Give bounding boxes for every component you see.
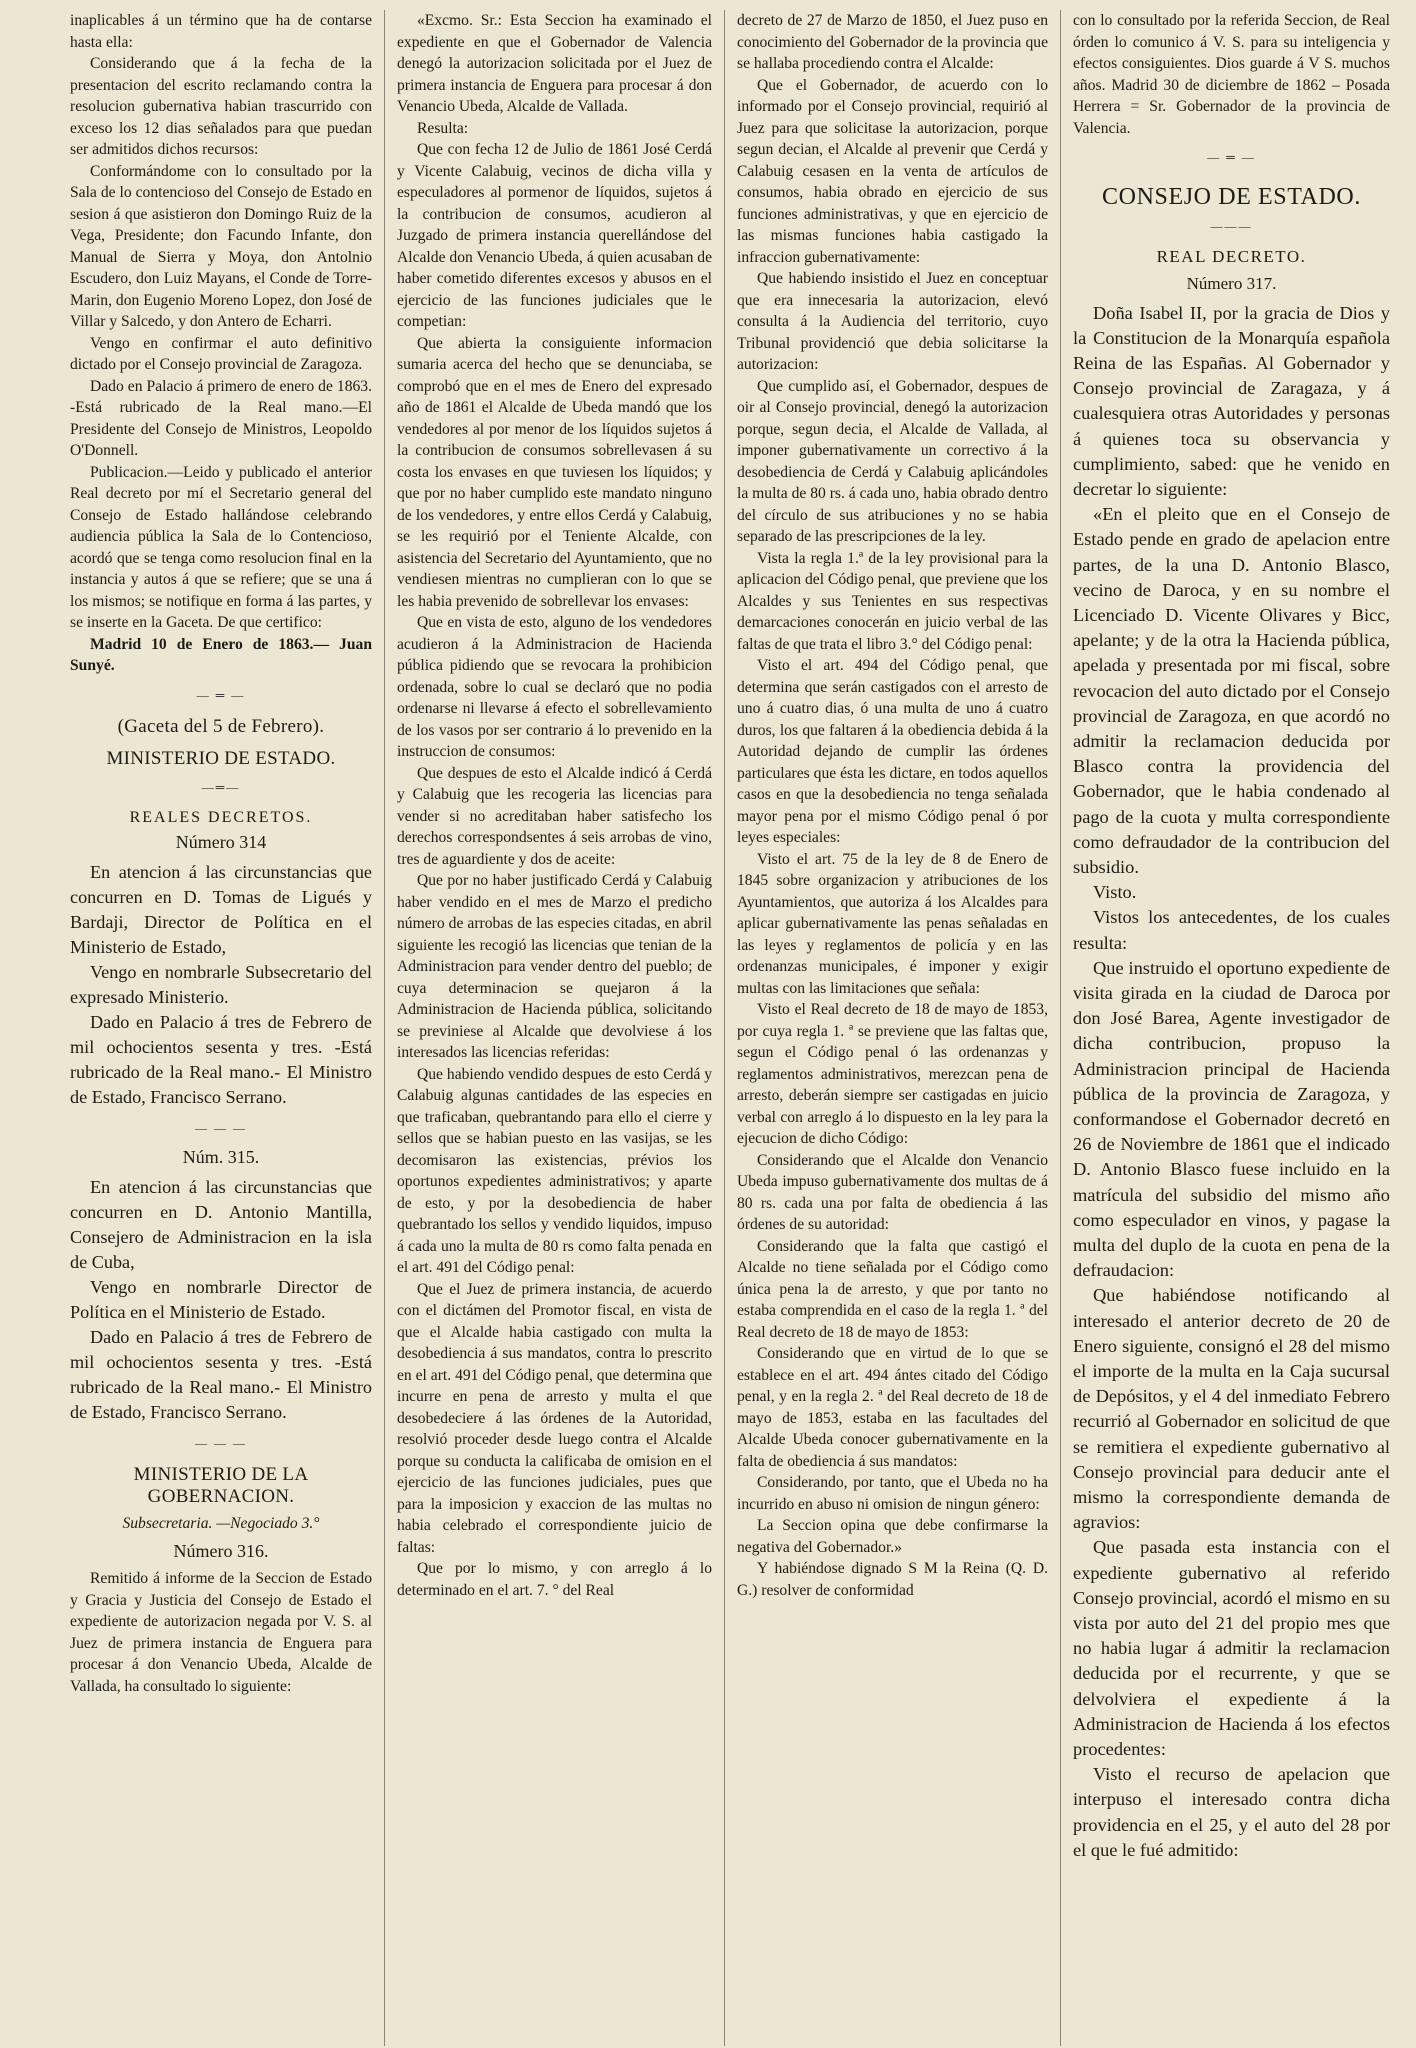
paragraph: Que el Juez de primera instancia, de acuerdo con el dictámen del Promotor fiscal, en vista de que el Alcalde habia castigado con multa la desobediencia á sus mandatos, contra lo prescrito en el art. 491 del Código penal, que determina que incurre en pena de arresto y multa el que desobedeciere á las órdenes de la Autoridad, resolvió proceder desde luego contra el Alcalde porque su conducta la calificaba de omision en el ejercicio de las funciones judiciales, pues que para la imposicion y exaccion de las multas no habia celebrado el correspondiente juicio de faltas:: [397, 1280, 712, 1556]
gaceta-date: (Gaceta del 5 de Febrero).: [117, 716, 325, 737]
paragraph: Que con fecha 12 de Julio de 1861 José Cerdá y Vicente Calabuig, vecinos de dicha villa y especuladores al pormenor de líquidos, sujetos á la contribucion de consumos, acudieron al Juzgado de primera instancia querellándose del Alcalde don Venancio Ubeda, á quien acusaban de haber cometido diferentes excesos y abusos en el ejercicio de las funciones judiciales que le competian:: [397, 141, 712, 330]
paragraph: Que habiéndose notificando al interesado el anterior decreto de 20 de Enero siguiente, consignó el 28 del mismo el importe de la multa en la Caja sucursal de Depósitos, y el 4 del inmediato Febrero recurrió al Gobernador en solicitud de que se remitiera el expediente gubernativo al Consejo provincial para deducir ante el mismo la correspondiente demanda de agravios:: [1073, 1285, 1390, 1533]
paragraph: Considerando, por tanto, que el Ubeda no ha incurrido en abuso ni omision de ningun género:: [737, 1474, 1048, 1513]
paragraph: Que instruido el oportuno expediente de visita girada en la ciudad de Daroca por don José Barea, Agente investigador de dicha contribucion, propuso la Administracion principal de Hacienda pública de la provincia de Zaragoza, y conformandose el Gobernador decretó en 26 de Noviembre de 1861 que el indicado D. Antonio Blasco fuese incluido en la matrícula del subsidio del mismo año como especulador en vinos, y pagase la multa del duplo de la cuota en pena de la defraudacion:: [1073, 957, 1390, 1281]
separator: ———: [1210, 219, 1253, 233]
paragraph: Publicacion.—Leido y publicado el anterior Real decreto por mí el Secretario general del Consejo de Estado hallándose celebrando audiencia pública la Sala de lo Contencioso, acordó que se tenga como resolucion final en la instancia y autos á que se refiere; que se una á los mismos; se notifique en forma á las partes, y se inserte en la Gaceta. De que certifico:: [70, 463, 372, 631]
paragraph: Que habiendo insistido el Juez en conceptuar que era innecesaria la autorizacion, elevó consulta á la Audiencia del territorio, cuyo Tribunal providenció que debia solicitarse la autorizacion:: [737, 270, 1048, 373]
column-3: [724, 10, 1060, 2046]
paragraph: Remitido á informe de la Seccion de Estado y Gracia y Justicia del Consejo de Estado el expediente de autorizacion negada por V. S. al Juez de primera instancia de Enguera para procesar á don Venancio Ubeda, Alcalde de Vallada, ha consultado lo siguiente:: [70, 1570, 372, 1695]
paragraph: Considerando que la falta que castigó el Alcalde no tiene señalada por el Código como única pena la de arresto, y que por tanto no estaba comprendida en el caso de la regla 1. ª del Real decreto de 18 de mayo de 1853:: [737, 1237, 1048, 1341]
paragraph: Que por lo mismo, y con arreglo á lo determinado en el art. 7. ° del Real: [397, 1560, 712, 1599]
paragraph: En atencion á las circunstancias que concurren en D. Tomas de Ligués y Bardaji, Director de Política en el Ministerio de Estado,: [70, 861, 372, 957]
paragraph: Dado en Palacio á tres de Febrero de mil ochocientos sesenta y tres. -Está rubricado de la Real mano.- El Ministro de Estado, Francisco Serrano.: [70, 1326, 372, 1422]
paragraph: Que habiendo vendido despues de esto Cerdá y Calabuig algunas cantidades de las especies en que traficaban, quebrantando para ello el cierre y sellos que se habian puesto en las vasijas, se les decomisaron las existencias, prévios los oportunos expedientes administrativos; y aparte de esto, y por la desobediencia de haber quebrantado los sellos y vendido liquidos, impuso á cada uno la multa de 80 rs como falta penada en el art. 491 del Código penal:: [397, 1065, 712, 1276]
signature-line: Madrid 10 de Enero de 1863.— Juan Sunyé.: [70, 635, 372, 674]
decree-number: Número 316.: [173, 1540, 269, 1561]
paragraph: Visto.: [1093, 882, 1137, 903]
decree-317-body: [1073, 301, 1390, 1864]
column-1: [58, 10, 384, 2046]
paragraph: Y habiéndose dignado S M la Reina (Q. D. G.) resolver de conformidad: [737, 1560, 1048, 1599]
column-2: [384, 10, 724, 2046]
paragraph: Que el Gobernador, de acuerdo con lo informado por el Consejo provincial, requirió al Juez para que solicitase la autorizacion, porque segun decian, el Alcalde al prevenir que Cerdá y Calabuig cesasen en la venta de artículos de consumos, habia obrado en ejercicio de sus funciones administrativas, y que en ejercicio de las mismas funciones habia castigado la infraccion gubernativamente:: [737, 76, 1048, 266]
paragraph: Que cumplido así, el Gobernador, despues de oir al Consejo provincial, denegó la autorizacion porque, segun decia, el Alcalde de Vallada, al imponer gubernativamente un correctivo á la desobediencia de Cerdá y Calabuig aplicándoles la multa de 80 rs. á cada uno, habia obrado dentro del círculo de sus atribuciones y no se habia separado de las prescripciones de la ley.: [737, 377, 1048, 545]
decree-315-body: [70, 1175, 372, 1425]
decree-number: Número 317.: [1186, 274, 1277, 293]
subsection-heading: REAL DECRETO.: [1156, 246, 1307, 266]
separator: — ═ —: [1207, 150, 1256, 164]
separator: — ═ —: [196, 687, 246, 702]
section-heading: MINISTERIO DE LA GOBERNACION.: [133, 1464, 309, 1507]
decree-number: Núm. 315.: [182, 1147, 260, 1167]
paragraph: Que en vista de esto, alguno de los vendedores acudieron á la Administracion de Hacienda pública pidiendo que se revocara la prohibicion ordenada, sobre lo cual se declaró que no podia ordenarse ni llevarse á efecto el sobrellevamiento de los vasos por ser contrario á lo prevenido en la instruccion de consumos:: [397, 614, 712, 760]
section-heading: MINISTERIO DE ESTADO.: [106, 747, 336, 769]
paragraph: Que abierta la consiguiente informacion sumaria acerca del hecho que se denunciaba, se comprobó que en el mes de Enero del expresado año de 1861 el Alcalde de Ubeda mandó que los vendedores al por menor de los líquidos sujetos á la contribucion de consumos sobrellevasen á su costa los envases en que tuviesen los líquidos; y que por no haber cumplido este mandato ninguno de los vendedores, y entre ellos Cerdá y Calabuig, se les requirió por el Teniente Alcalde, con asistencia del Secretario del Ayuntamiento, que no vendiesen mientras no cumplieran con lo que se les habia prevenido de sobrellevar los envases:: [397, 334, 712, 610]
paragraph: decreto de 27 de Marzo de 1850, el Juez puso en conocimiento del Gobernador de la provincia que se hallaba procediendo contra el Alcalde:: [737, 12, 1048, 72]
paragraph: Vengo en nombrarle Subsecretario del expresado Ministerio.: [70, 961, 372, 1007]
paragraph: Vistos los antecedentes, de los cuales resulta:: [1073, 907, 1390, 953]
paragraph: Que pasada esta instancia con el expediente gubernativo al referido Consejo provincial, acordó el mismo en su vista por auto del 21 del propio mes que no habia lugar á admitir la reclamacion deducida por el recurrente, y que se delvolviera el expediente á la Administracion de Hacienda á los efectos procedentes:: [1073, 1537, 1390, 1760]
paragraph: Que por no haber justificado Cerdá y Calabuig haber vendido en el mes de Marzo el predicho número de arrobas de las especies citadas, en abril siguiente les recogió las licencias que tenian de la Administracion para vender dentro del pueblo; de cuya determinacion se quejaron á la Administracion de Hacienda pública, solicitando se previniese al Alcalde que devolviese á los interesados las licencias referidas:: [397, 872, 712, 1061]
paragraph: Vengo en nombrarle Director de Política en el Ministerio de Estado.: [70, 1276, 372, 1322]
paragraph: inaplicables á un término que ha de contarse hasta ella:: [70, 12, 372, 51]
decree-314-body: [70, 860, 372, 1110]
separator: — — —: [195, 1120, 247, 1135]
paragraph: Resulta:: [417, 119, 469, 137]
paragraph: En atencion á las circunstancias que concurren en D. Antonio Mantilla, Consejero de Administracion en la isla de Cuba,: [70, 1176, 372, 1272]
separator: —═—: [201, 780, 241, 794]
paragraph: Conformándome con lo consultado por la Sala de lo contencioso del Consejo de Estado en sesion á que asistieron don Domingo Ruiz de la Vega, Presidente; don Facundo Infante, don Manual de Sierra y Moya, don Antolnio Escudero, don Luiz Mayans, el Conde de Torre-Marin, don Eugenio Moreno Lopez, don José de Villar y Salcedo, y don Antero de Echarri.: [70, 162, 372, 330]
paragraph: Dado en Palacio á tres de Febrero de mil ochocientos sesenta y tres. -Está rubricado de la Real mano.- El Ministro de Estado, Francisco Serrano.: [70, 1011, 372, 1107]
paragraph: Visto el art. 75 de la ley de 8 de Enero de 1845 sobre organizacion y atribuciones de los Ayuntamientos, que autoriza á los Alcaldes para aplicar gubernativamente las penas señaladas en las leyes y reglamentos de policía y en las ordenanzas municipales, é imponer y exigir multas con las limitaciones que señala:: [737, 850, 1048, 997]
paragraph: Considerando que á la fecha de la presentacion del escrito reclamando contra la resolucion gubernativa habian trascurrido con exceso los 12 dias señalados para que puedan ser admitidos dichos recursos:: [70, 55, 372, 158]
paragraph: Considerando que el Alcalde don Venancio Ubeda impuso gubernativamente dos multas de á 80 rs. cada una por falta de obediencia á las órdenes de su autoridad:: [737, 1151, 1048, 1233]
paragraph: Doña Isabel II, por la gracia de Dios y la Constitucion de la Monarquía española Reina de las Españas. Al Gobernador y Consejo provincial de Zaragaza, y á cualesquiera otras Autoridades y personas á quienes toca su observancia y cumplimiento, sabed: que he venido en decretar lo siguiente:: [1073, 302, 1390, 499]
separator: — — —: [195, 1435, 247, 1450]
decree-number: Número 314: [175, 832, 267, 852]
paragraph: Que despues de esto el Alcalde indicó á Cerdá y Calabuig que les recogeria las licencias para vender si no acreditaban haber satisfecho los derechos correspondsentes á seis arrobas de vino, tres de aguardiente y dos de aceite:: [397, 764, 712, 868]
subsection-heading: Subsecretaria. —Negociado 3.°: [122, 1515, 320, 1532]
paragraph: Vista la regla 1.ª de la ley provisional para la aplicacion del Código penal, que previene que los Alcaldes y sus Tenientes en sus respectivas demarcaciones conocerán en juicio verbal de las faltas de que trata el libro 3.° del Código penal:: [737, 549, 1048, 653]
paragraph: La Seccion opina que debe confirmarse la negativa del Gobernador.»: [737, 1517, 1048, 1556]
paragraph: Vengo en confirmar el auto definitivo dictado por el Consejo provincial de Zaragoza.: [70, 334, 372, 373]
paragraph: Visto el recurso de apelacion que interpuso el interesado contra dicha providencia en el 25, y el auto del 28 por el que le fué admitido:: [1073, 1764, 1390, 1860]
paragraph: «En el pleito que en el Consejo de Estado pende en grado de apelacion entre partes, de la una D. Antonio Blasco, vecino de Daroca, y en su nombre el Licenciado D. Vicente Olivares y Bicc, apelante; y de la otra la Hacienda pública, apelada y presentada por mi fiscal, sobre revocacion del auto dictado por el Consejo provincial de Zaragoza, en que acordó no admitir la reclamacion deducida por Blasco contra la providencia del Gobernador, que le habia condenado al pago de la cuota y multa correspondiente como defraudador de la contribucion del subsidio.: [1073, 504, 1390, 877]
column-4: [1060, 10, 1402, 2046]
paragraph: Visto el Real decreto de 18 de mayo de 1853, por cuya regla 1. ª se previene que las faltas que, segun el Código penal ó las ordenanzas y reglamentos administrativos, merezcan pena de arresto, deberán siempre ser castigadas en juicio verbal con arreglo á lo dispuesto en la ley para la ejecucion de dicho Código:: [737, 1001, 1048, 1147]
paragraph: Dado en Palacio á primero de enero de 1863. -Está rubricado de la Real mano.—El Presidente del Consejo de Ministros, Leopoldo O'Donnell.: [70, 377, 372, 459]
subsection-heading: REALES DECRETOS.: [129, 808, 313, 826]
paragraph: Considerando que en virtud de lo que se establece en el art. 494 ántes citado del Código penal, y en la regla 2. ª del Real decreto de 18 de mayo de 1853, estaba en las facultades del Alcalde Ubeda conocer gubernativamente en la falta de obediencia á sus mandatos:: [737, 1345, 1048, 1470]
paragraph: «Excmo. Sr.: Esta Seccion ha examinado el expediente en que el Gobernador de Valencia denegó la autorizacion solicitada por el Juez de primera instancia de Enguera para procesar á don Venancio Ubeda, Alcalde de Vallada.: [397, 12, 712, 115]
paragraph: Visto el art. 494 del Código penal, que determina que serán castigados con el arresto de uno á cuatro dias, ó una multa de uno á cuatro duros, los que faltaren á la obediencia debida á la Autoridad dejando de cumplir las órdenes particulares que ésta les dictare, en todos aquellos casos en que la desobediencia no tenga señalada mayor pena por el mismo Código penal ó por leyes especiales:: [737, 657, 1048, 846]
section-heading: CONSEJO DE ESTADO.: [1102, 183, 1361, 210]
paragraph: con lo consultado por la referida Seccion, de Real órden lo comunico á V. S. para su inteligencia y efectos consiguientes. Dios guarde á V S. muchos años. Madrid 30 de diciembre de 1862 – Posada Herrera = Sr. Gobernador de la provincia de Valencia.: [1073, 12, 1390, 137]
